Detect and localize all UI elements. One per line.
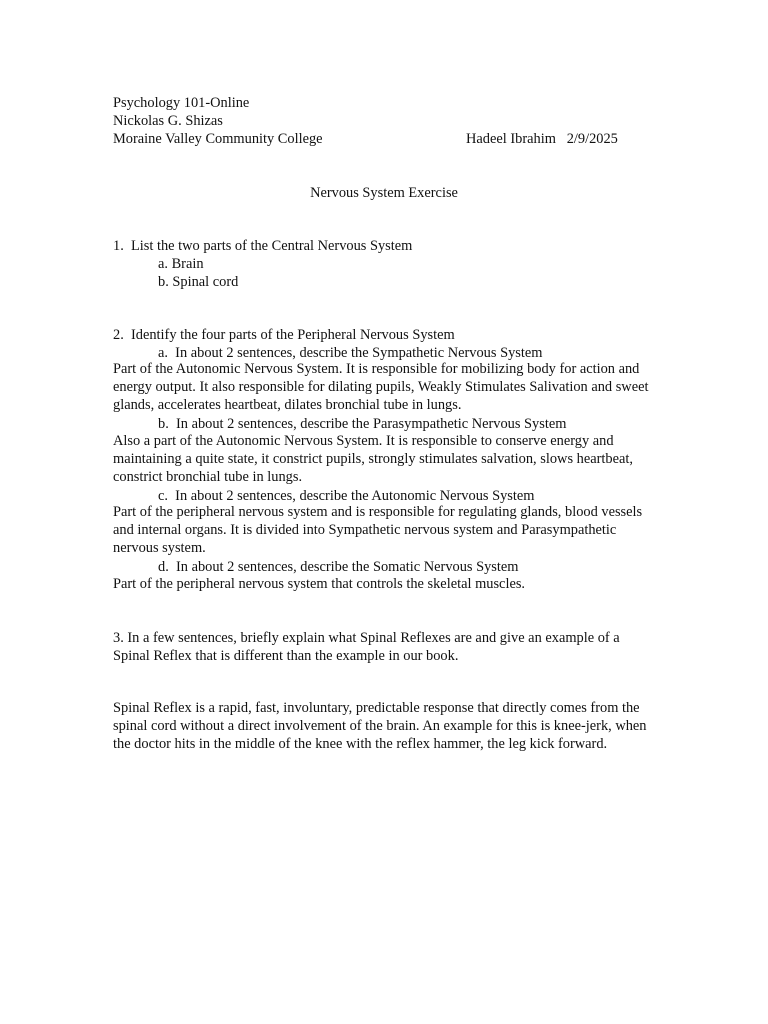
student-name-date: Hadeel Ibrahim 2/9/2025 [466, 131, 618, 147]
prompt-2a: a. In about 2 sentences, describe the Sympathetic Nervous System [158, 345, 543, 361]
instructor-name: Nickolas G. Shizas [113, 113, 223, 129]
prompt-2c: c. In about 2 sentences, describe the Autonomic Nervous System [158, 488, 535, 504]
answer-2c: Part of the peripheral nervous system and is responsible for regulating glands, blood vessels and internal organs. It is divided into Sympathetic nervous system and Parasympathetic nervous system. [113, 504, 643, 556]
answer-2a: Part of the Autonomic Nervous System. It is responsible for mobilizing body for action and energy output. It also responsible for dilating pupils, Weakly Stimulates Salivation and sweet glands, accelerates heartbeat, dilates bronchial tube in lungs. [113, 361, 649, 413]
document-title: Nervous System Exercise [310, 185, 458, 201]
answer-2d: Part of the peripheral nervous system that controls the skeletal muscles. [113, 576, 526, 592]
college-name: Moraine Valley Community College [113, 131, 323, 147]
answer-3: Spinal Reflex is a rapid, fast, involuntary, predictable response that directly comes from the spinal cord without a direct involvement of the brain. An example for this is knee-jerk, when the doctor hits in the middle of the knee with the reflex hammer, the leg kick forward. [113, 700, 647, 752]
answer-1a: a. Brain [158, 256, 204, 272]
question-1: 1. List the two parts of the Central Nervous System [113, 238, 413, 254]
question-2: 2. Identify the four parts of the Peripheral Nervous System [113, 327, 455, 343]
course-name: Psychology 101-Online [113, 95, 250, 111]
prompt-2b: b. In about 2 sentences, describe the Parasympathetic Nervous System [158, 416, 567, 432]
answer-2b: Also a part of the Autonomic Nervous System. It is responsible to conserve energy and maintaining a quite state, it constrict pupils, strongly stimulates salvation, slows heartbeat, constrict bronchial tube in lungs. [113, 433, 633, 485]
answer-1b: b. Spinal cord [158, 274, 239, 290]
question-3: 3. In a few sentences, briefly explain what Spinal Reflexes are and give an example of a Spinal Reflex that is different than the example in our book. [113, 630, 620, 664]
prompt-2d: d. In about 2 sentences, describe the Somatic Nervous System [158, 559, 519, 575]
